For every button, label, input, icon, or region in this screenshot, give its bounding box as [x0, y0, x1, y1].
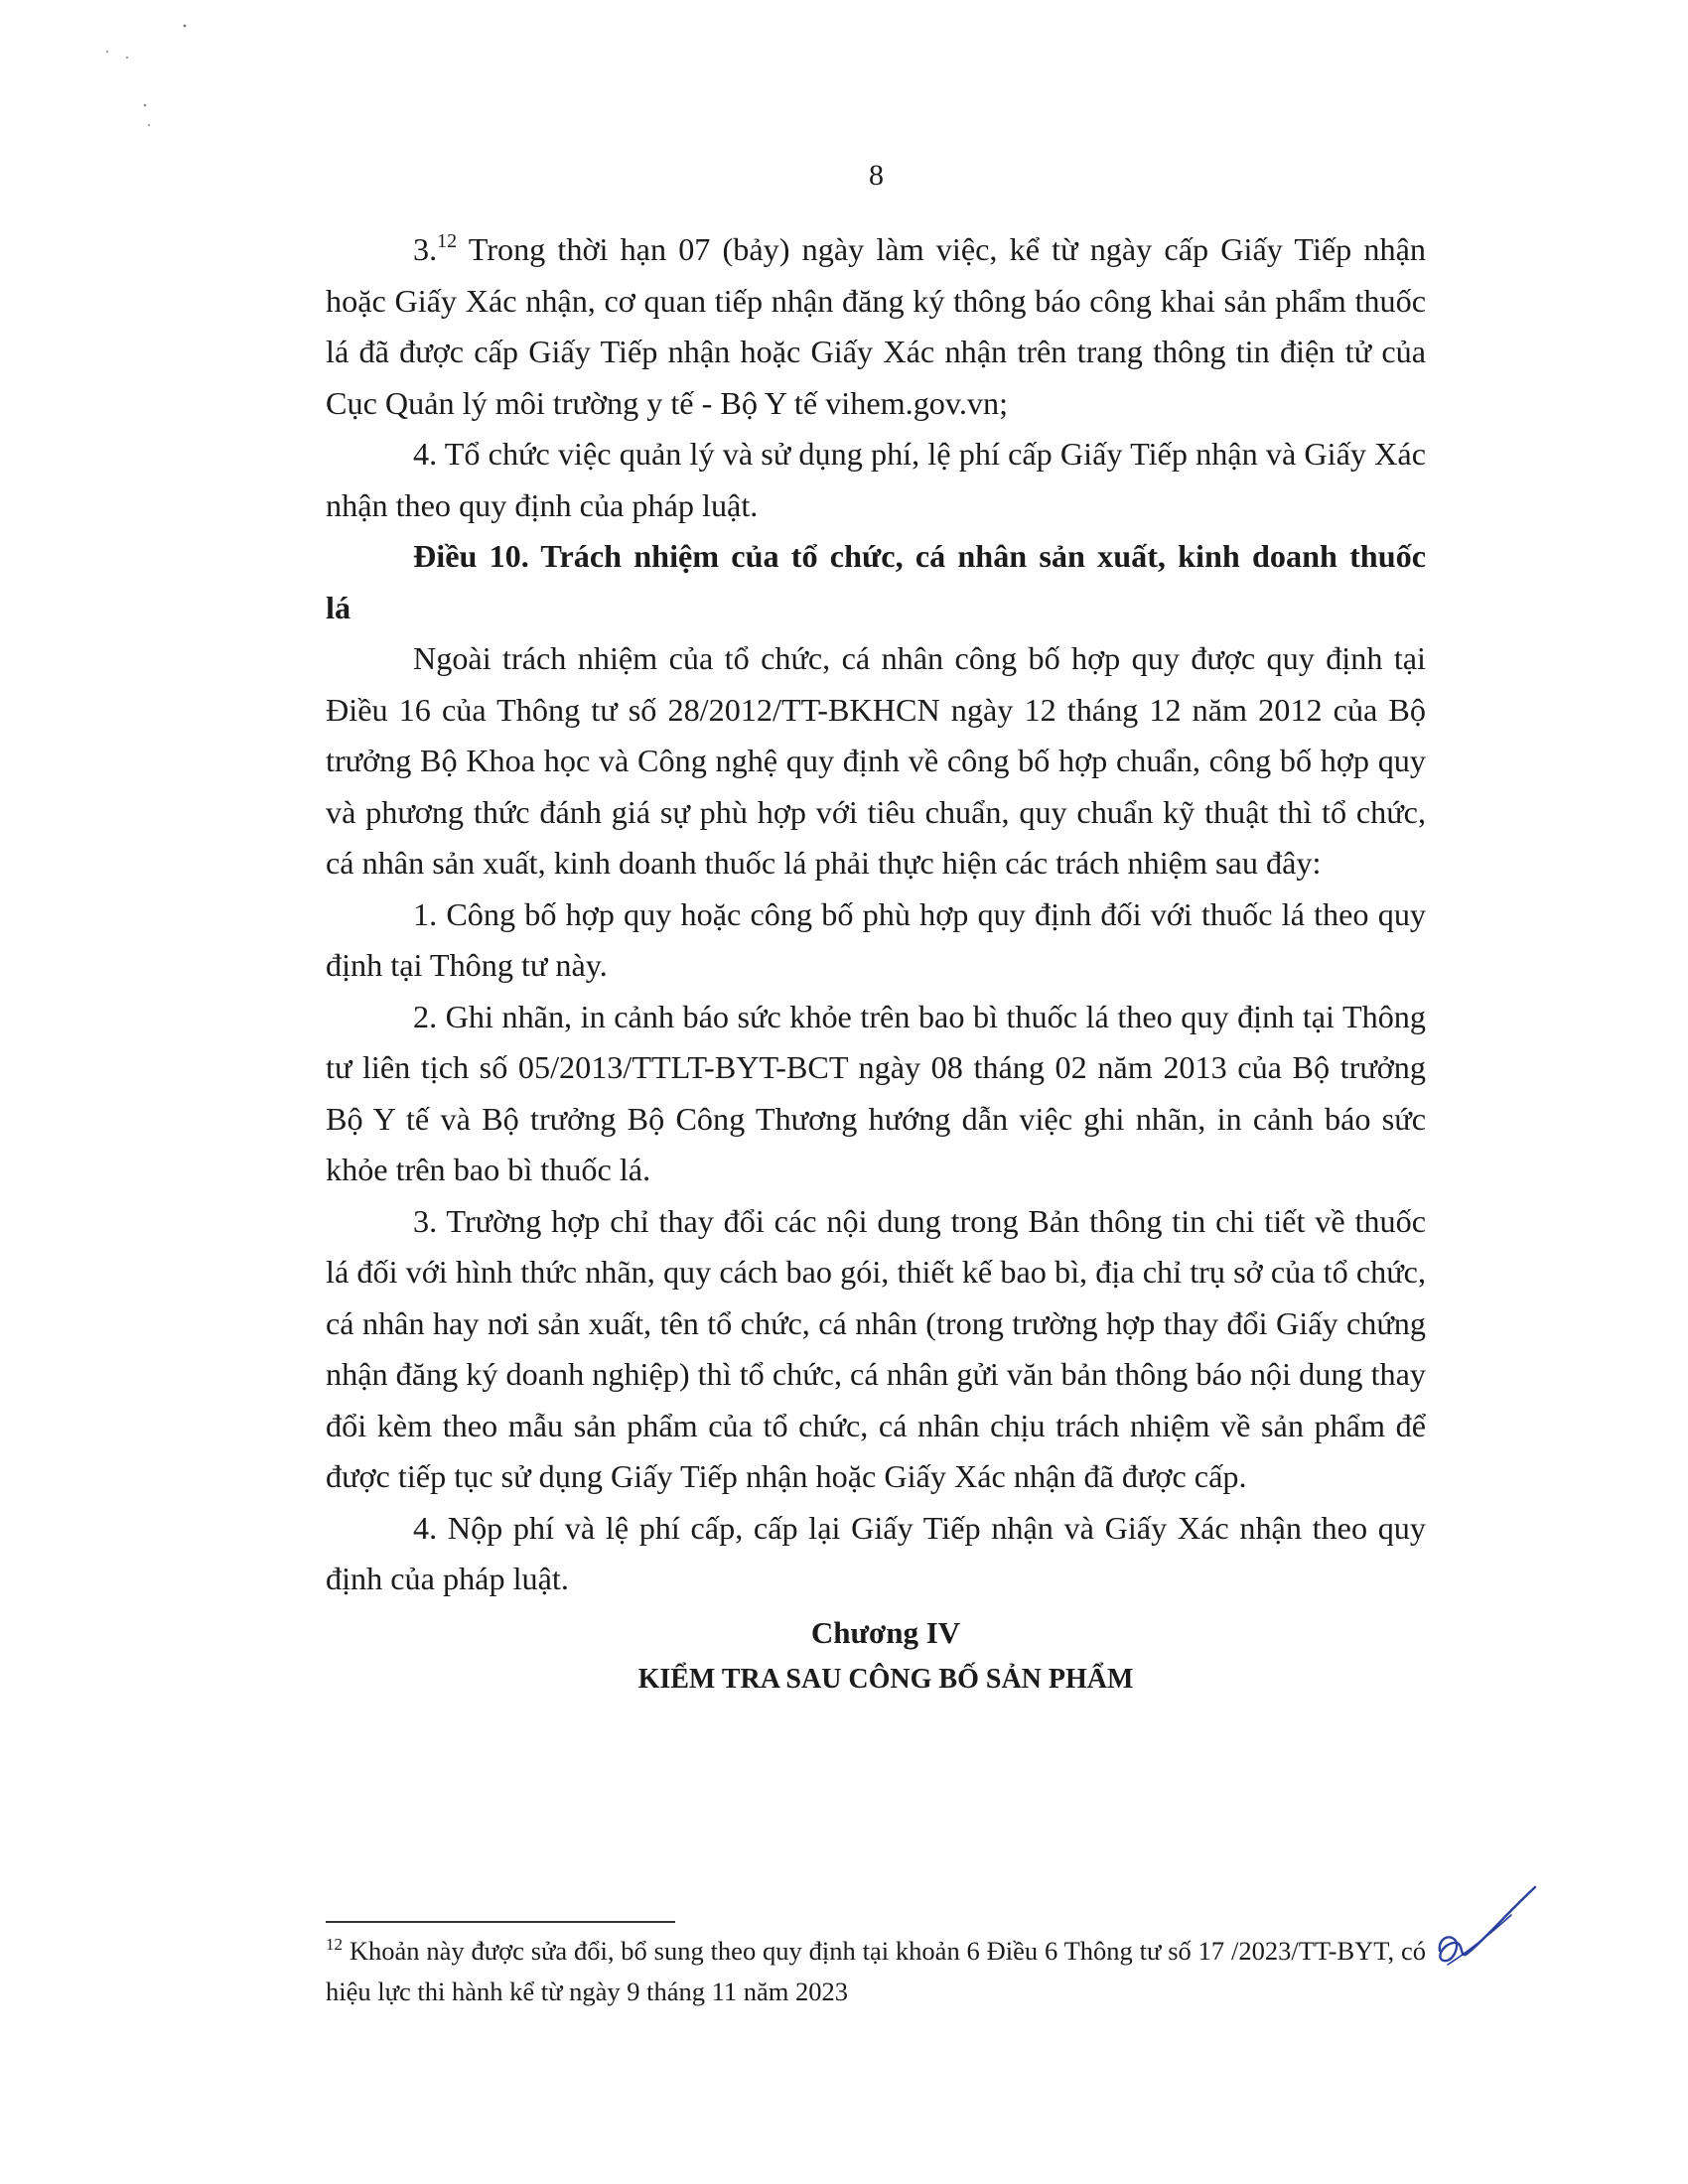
footnote-divider: [326, 1921, 675, 1923]
paragraph-item-2: 2. Ghi nhãn, in cảnh báo sức khỏe trên bao bì thuốc lá theo quy định tại Thông tư liên tịch số 05/2013/TTLT-BYT-BCT ngày 08 tháng 02 năm 2013 của Bộ trưởng Bộ Y tế và Bộ trưởng Bộ Công Thương hướng dẫn việc ghi nhãn, in cảnh báo sức khỏe trên bao bì thuốc lá.: [326, 998, 1426, 1187]
paragraph-item-3: 3. Trường hợp chỉ thay đổi các nội dung trong Bản thông tin chi tiết về thuốc lá đối với hình thức nhãn, quy cách bao gói, thiết kế bao bì, địa chỉ trụ sở của tổ chức, cá nhân hay nơi sản xuất, tên tổ chức, cá nhân (trong trường hợp thay đổi Giấy chứng nhận đăng ký doanh nghiệp) thì tổ chức, cá nhân gửi văn bản thông báo nội dung thay đổi kèm theo mẫu sản phẩm của tổ chức, cá nhân chịu trách nhiệm về sản phẩm để được tiếp tục sử dụng Giấy Tiếp nhận hoặc Giấy Xác nhận đã được cấp.: [326, 1202, 1426, 1494]
paragraph-item-1: 1. Công bố hợp quy hoặc công bố phù hợp quy định đối với thuốc lá theo quy định tại Thông tư này.: [326, 895, 1426, 983]
footnote: [326, 1931, 1426, 2012]
article-heading: Điều 10. Trách nhiệm của tổ chức, cá nhân sản xuất, kinh doanh thuốc lá: [326, 538, 1426, 625]
document-body: [326, 224, 1426, 1702]
scan-specks: [0, 0, 218, 159]
footnote-text: Khoản này được sửa đổi, bổ sung theo quy định tại khoản 6 Điều 6 Thông tư số 17 /2023/TT-BYT, có hiệu lực thi hành kể từ ngày 9 tháng 11 năm 2023: [326, 1936, 1426, 2006]
handwritten-initial: [1420, 1881, 1549, 1990]
chapter-label: Chương IV: [810, 1614, 961, 1650]
paragraph-clause-4: 4. Tổ chức việc quản lý và sử dụng phí, lệ phí cấp Giấy Tiếp nhận và Giấy Xác nhận theo quy định của pháp luật.: [326, 436, 1426, 523]
clause-text: Trong thời hạn 07 (bảy) ngày làm việc, kể từ ngày cấp Giấy Tiếp nhận hoặc Giấy Xác nhận, cơ quan tiếp nhận đăng ký thông báo công khai sản phẩm thuốc lá đã được cấp Giấy Tiếp nhận hoặc Giấy Xác nhận trên trang thông tin điện tử của Cục Quản lý môi trường y tế - Bộ Y tế vihem.gov.vn;: [326, 231, 1426, 421]
clause-number: 3.: [413, 231, 438, 267]
chapter-title: KIỂM TRA SAU CÔNG BỐ SẢN PHẨM: [637, 1663, 1134, 1695]
paragraph-intro: Ngoài trách nhiệm của tổ chức, cá nhân công bố hợp quy được quy định tại Điều 16 của Thông tư số 28/2012/TT-BKHCN ngày 12 tháng 12 năm 2012 của Bộ trưởng Bộ Khoa học và Công nghệ quy định về công bố hợp chuẩn, công bố hợp quy và phương thức đánh giá sự phù hợp với tiêu chuẩn, quy chuẩn kỹ thuật thì tổ chức, cá nhân sản xuất, kinh doanh thuốc lá phải thực hiện các trách nhiệm sau đây:: [326, 640, 1426, 881]
paragraph-item-4: 4. Nộp phí và lệ phí cấp, cấp lại Giấy Tiếp nhận và Giấy Xác nhận theo quy định của pháp luật.: [326, 1509, 1426, 1596]
paragraph-clause-3: [326, 224, 1426, 429]
footnote-reference: 12: [437, 230, 458, 252]
footnote-marker: 12: [326, 1935, 343, 1954]
page-number: 8: [869, 159, 884, 192]
